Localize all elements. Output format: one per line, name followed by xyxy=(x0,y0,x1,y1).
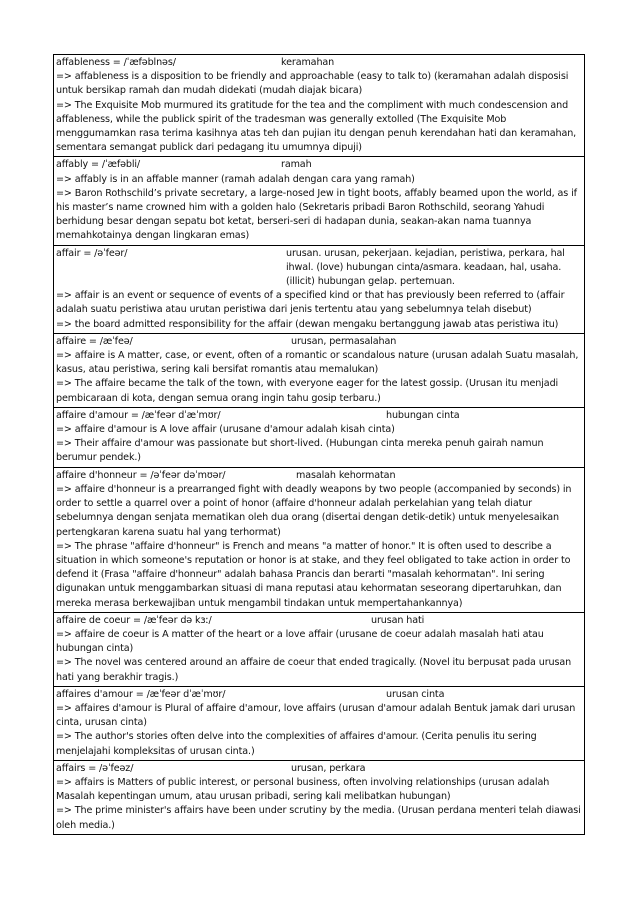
definition-line: => The phrase "affaire d'honneur" is French and means "a matter of honor." It is often used to describe a situation in which someone's reputation or honor is at stake, and they feel obligated to take action in order to defend it (Frasa "affaire d'honneur" adalah bahasa Prancis dan berarti "masalah kehormatan". Ini sering digunakan untuk menggambarkan situasi di mana reputasi atau kehormatan seseorang dipertaruhkan, dan mereka merasa berkewajiban untuk mengambil tindakan untuk mempertahankannya) xyxy=(56,540,571,609)
definition-line: => the board admitted responsibility for the affair (dewan mengaku bertanggung jawab atas peristiwa itu) xyxy=(56,318,559,330)
translation: urusan hati xyxy=(371,614,425,626)
definition-line: => Baron Rothschild’s private secretary, a large-nosed Jew in tight boots, affably beamed upon the world, as if his master’s name crowned him with a golden halo (Sekretaris pribadi Baron Rothschild, seorang Yahudi berhidung besar dengan sepatu bot ketat, berseri-seri di hadapan dunia, seakan-akan nama tuannya memahkotainya dengan lingkaran emas) xyxy=(56,187,577,242)
headword-pronunciation: affairs = /əˈfeəz/ xyxy=(56,762,134,774)
translation: keramahan xyxy=(281,57,335,68)
definition-line: => Their affaire d'amour was passionate but short-lived. (Hubungan cinta mereka penuh gairah namun berumur pendek.) xyxy=(56,438,544,464)
dictionary-entry xyxy=(54,408,584,468)
translation: urusan, perkara xyxy=(291,762,366,774)
definition-line: => The author's stories often delve into the complexities of affaires d'amour. (Cerita penulis itu sering menjelajahi kompleksitas of urusan cinta.) xyxy=(56,731,537,757)
dictionary-entry xyxy=(54,334,584,408)
headword-pronunciation: affair = /əˈfeər/ xyxy=(56,247,128,259)
dictionary-entry xyxy=(54,55,584,157)
definition-line: => affaire de coeur is A matter of the heart or a love affair (urusane de coeur adalah masalah hati atau hubungan cinta) xyxy=(56,628,544,655)
dictionary-entry xyxy=(54,761,584,835)
translation: ramah xyxy=(281,159,312,171)
translation: hubungan cinta xyxy=(386,409,460,421)
entry-header xyxy=(56,688,582,702)
entry-header xyxy=(56,469,582,483)
entry-header xyxy=(56,409,582,423)
entry-header xyxy=(56,335,582,349)
dictionary-entry xyxy=(54,468,584,613)
headword-pronunciation: affaire d'amour = /æˈfeər dˈæˈmʊr/ xyxy=(56,409,221,421)
entry-header xyxy=(56,614,582,628)
translation: urusan cinta xyxy=(386,688,445,700)
entry-header xyxy=(56,762,582,776)
entry-header xyxy=(56,247,582,290)
dictionary-entry xyxy=(54,613,584,687)
headword-pronunciation: affaire d'honneur = /əˈfeər dəˈmʊər/ xyxy=(56,469,226,481)
definition-line: => affably is in an affable manner (ramah adalah dengan cara yang ramah) xyxy=(56,173,415,185)
dictionary-table xyxy=(53,54,585,835)
translation: masalah kehormatan xyxy=(296,469,396,481)
dictionary-entry xyxy=(54,687,584,761)
translation: urusan. urusan, pekerjaan. kejadian, peristiwa, perkara, hal ihwal. (love) hubungan cinta/asmara. keadaan, hal, usaha. (illicit) hubungan gelap. pertemuan. xyxy=(286,247,565,288)
entry-header xyxy=(56,56,582,70)
definition-line: => affaire d'honneur is a prearranged fight with deadly weapons by two people (accompanied by seconds) in order to settle a quarrel over a point of honor (affaire d'honneur adalah perkelahian yang telah diatur sebelumnya dengan senjata mematikan oleh dua orang (disertai dengan detik-detik) untuk menyelesaikan pertengkaran karena suatu hal yang terhormat) xyxy=(56,483,572,538)
headword-pronunciation: affaire = /æˈfeə/ xyxy=(56,335,133,347)
translation: urusan, permasalahan xyxy=(291,335,397,347)
definition-line: => affaire is A matter, case, or event, often of a romantic or scandalous nature (urusan adalah Suatu masalah, kasus, atau peristiwa, sering kali bersifat romantis atau memalukan) xyxy=(56,350,579,376)
headword-pronunciation: affably = /ˈæfəbli/ xyxy=(56,159,141,171)
headword-pronunciation: affableness = /ˈæfəblnəs/ xyxy=(56,57,176,68)
definition-line: => The Exquisite Mob murmured its gratitude for the tea and the compliment with much condescension and affableness, while the publick spirit of the tradesman was generally extolled (The Exquisite Mob menggumamkan rasa terima kasihnya atas teh dan pujian itu dengan penuh kerendahan hati dan keramahan, sementara semangat publick dari pedagang itu umumnya dipuji) xyxy=(56,99,577,154)
dictionary-entry xyxy=(54,246,584,334)
dictionary-entry xyxy=(54,157,584,245)
definition-line: => affairs is Matters of public interest, or personal business, often involving relationships (urusan adalah Masalah kepentingan umum, atau urusan pribadi, sering kali melibatkan hubungan) xyxy=(56,776,550,803)
definition-line: => The novel was centered around an affaire de coeur that ended tragically. (Novel itu berpusat pada urusan hati yang berakhir tragis.) xyxy=(56,657,572,683)
headword-pronunciation: affaire de coeur = /æˈfeər də kɜː/ xyxy=(56,614,212,626)
definition-line: => affair is an event or sequence of events of a specified kind or that has previously been referred to (affair adalah suatu peristiwa atau urutan peristiwa dari jenis tertentu atau yang sebelumnya telah disebut) xyxy=(56,290,565,316)
definition-line: => affaire d'amour is A love affair (urusane d'amour adalah kisah cinta) xyxy=(56,424,395,436)
entry-header xyxy=(56,158,582,172)
headword-pronunciation: affaires d'amour = /æˈfeər dˈæˈmʊr/ xyxy=(56,688,226,700)
definition-line: => The affaire became the talk of the town, with everyone eager for the latest gossip. (Urusan itu menjadi pembicaraan di kota, dengan semua orang ingin tahu gosip terbaru.) xyxy=(56,378,559,404)
definition-line: => affaires d'amour is Plural of affaire d'amour, love affairs (urusan d'amour adalah Bentuk jamak dari urusan cinta, urusan cinta) xyxy=(56,702,576,729)
definition-line: => The prime minister's affairs have been under scrutiny by the media. (Urusan perdana menteri telah diawasi oleh media.) xyxy=(56,805,581,831)
definition-line: => affableness is a disposition to be friendly and approachable (easy to talk to) (keramahan adalah disposisi untuk bersikap ramah dan mudah didekati (mudah diajak bicara) xyxy=(56,71,569,97)
